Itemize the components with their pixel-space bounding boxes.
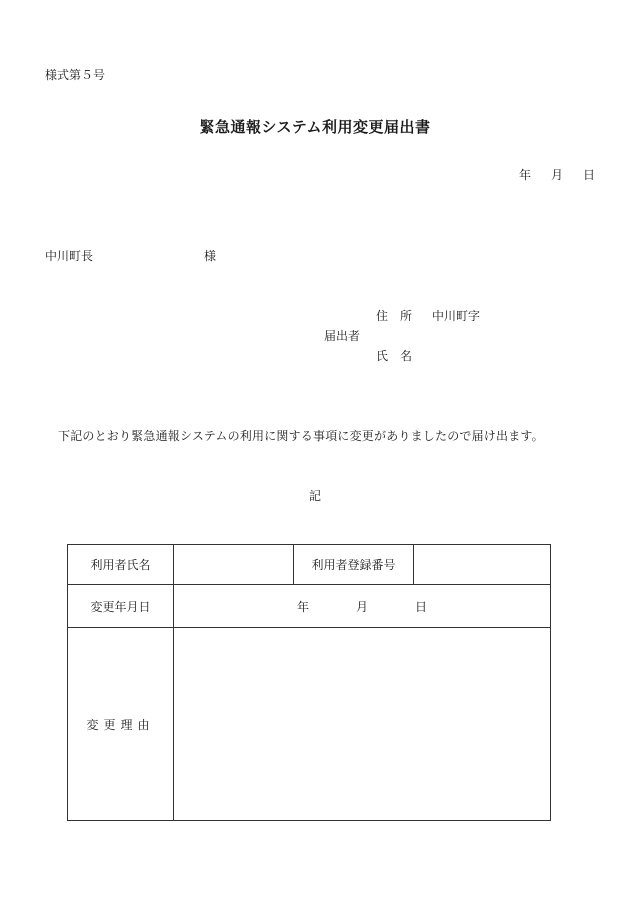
address-label: 住 所 bbox=[376, 309, 413, 323]
change-details-table bbox=[67, 544, 551, 821]
ki-heading: 記 bbox=[308, 489, 321, 503]
recipient-name: 中川町長 bbox=[45, 249, 94, 263]
address-value: 中川町字 bbox=[432, 309, 481, 323]
date-day: 日 bbox=[583, 168, 596, 182]
user-name-label: 利用者氏名 bbox=[68, 545, 174, 584]
registration-number-label: 利用者登録番号 bbox=[294, 545, 414, 584]
submission-date bbox=[519, 166, 595, 183]
change-reason-label: 変更理由 bbox=[68, 628, 174, 820]
change-date-year: 年 bbox=[296, 599, 309, 614]
change-date-month: 月 bbox=[355, 599, 368, 614]
document-title: 緊急通報システム利用変更届出書 bbox=[199, 118, 431, 136]
registration-number-field[interactable] bbox=[414, 545, 550, 584]
user-name-field[interactable] bbox=[174, 545, 294, 584]
table-row-change-date bbox=[68, 585, 550, 628]
notifier-label: 届出者 bbox=[324, 329, 361, 343]
date-month: 月 bbox=[551, 168, 564, 182]
change-date-day: 日 bbox=[415, 599, 428, 614]
date-year: 年 bbox=[519, 168, 532, 182]
form-number: 様式第５号 bbox=[45, 68, 106, 82]
statement-text: 下記のとおり緊急通報システムの利用に関する事項に変更がありましたので届け出ます。 bbox=[58, 429, 544, 443]
recipient-honorific: 様 bbox=[204, 249, 217, 263]
table-row-user bbox=[68, 545, 550, 585]
table-row-reason bbox=[68, 628, 550, 820]
change-date-label: 変更年月日 bbox=[68, 585, 174, 627]
change-date-field[interactable] bbox=[174, 585, 550, 627]
change-reason-field[interactable] bbox=[174, 628, 550, 820]
notifier-name-label: 氏 名 bbox=[376, 349, 413, 363]
